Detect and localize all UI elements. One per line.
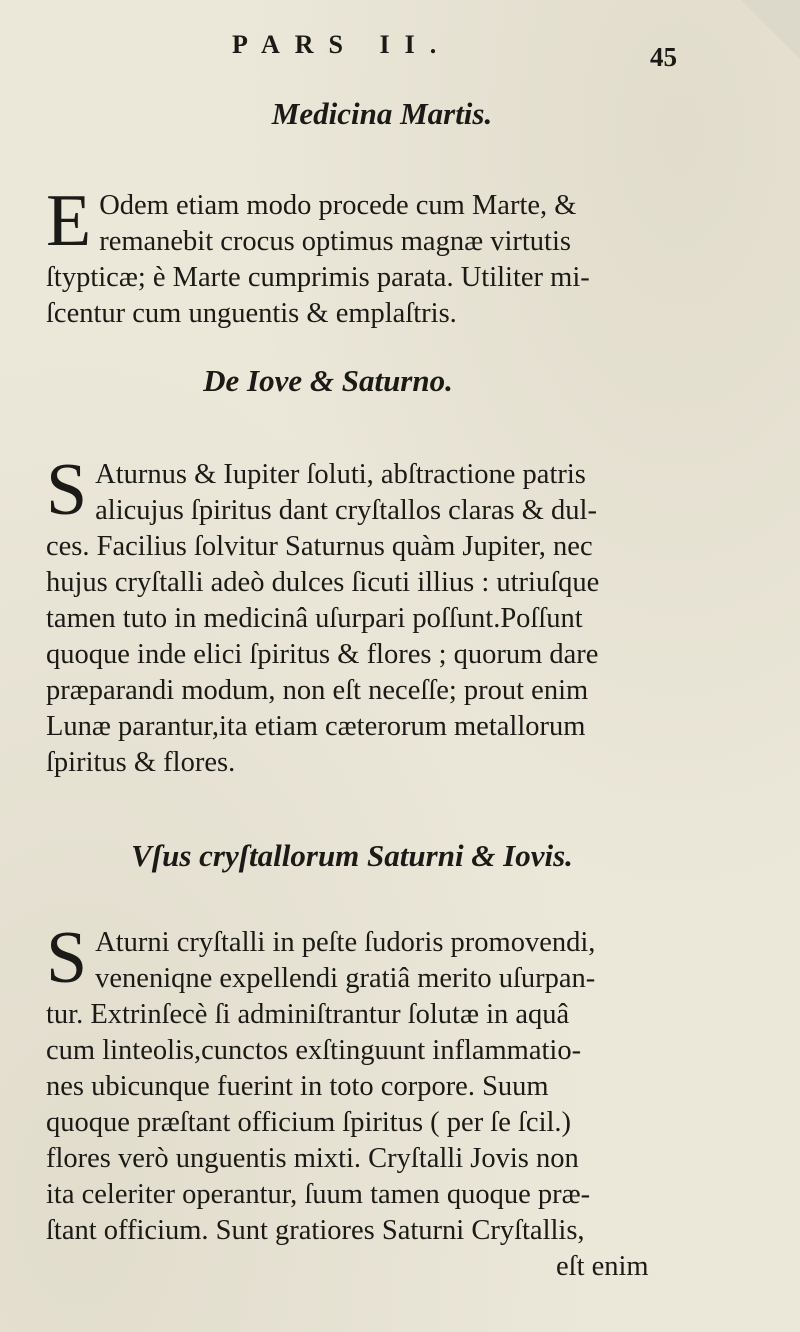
text-line: ſcentur cum unguentis & emplaſtris. <box>46 298 457 329</box>
drop-cap: S <box>46 449 88 531</box>
text-line: flores verò unguentis mixti. Cryſtalli Jovis non <box>46 1143 579 1174</box>
paragraph-de-iove-saturno <box>46 449 726 781</box>
text-line: tur. Extrinſecè ſi adminiſtrantur ſolutæ in aquâ <box>46 999 570 1030</box>
text-line: cum linteolis,cunctos exſtinguunt inflammatio- <box>46 1035 582 1066</box>
paragraph-usus-crystallorum <box>46 917 726 1285</box>
section-title-medicina-martis: Medicina Martis. <box>271 96 493 131</box>
text-line: hujus cryſtalli adeò dulces ſicuti illius : utriuſque <box>46 567 600 598</box>
text-line: Aturni cryſtalli in peſte ſudoris promovendi, <box>95 927 596 958</box>
text-line: remanebit crocus optimus magnæ virtutis <box>99 226 571 257</box>
text-line: alicujus ſpiritus dant cryſtallos claras & dul- <box>95 495 597 526</box>
section-title-de-iove-saturno: De Iove & Saturno. <box>203 363 453 398</box>
text-line: ita celeriter operantur, ſuum tamen quoque præ- <box>46 1179 591 1210</box>
text-line: Odem etiam modo procede cum Marte, & <box>99 190 577 221</box>
text-line: ces. Facilius ſolvitur Saturnus quàm Jupiter, nec <box>46 531 593 562</box>
running-head: PARS II. <box>232 30 452 59</box>
text-line: tamen tuto in medicinâ uſurpari poſſunt.Poſſunt <box>46 603 583 634</box>
text-line: quoque inde elici ſpiritus & flores ; quorum dare <box>46 639 599 670</box>
text-line: quoque præſtant officium ſpiritus ( per ſe ſcil.) <box>46 1107 572 1138</box>
drop-cap: S <box>46 917 88 999</box>
paragraph-medicina-martis <box>46 180 726 332</box>
text-line: ſtant officium. Sunt gratiores Saturni Cryſtallis, <box>46 1215 585 1246</box>
catchword: eſt enim <box>556 1251 649 1282</box>
text-line: præparandi modum, non eſt neceſſe; prout enim <box>46 675 589 706</box>
section-title-usus-crystallorum: Vſus cryſtallorum Saturni & Iovis. <box>131 838 573 873</box>
text-line: ſpiritus & flores. <box>46 747 236 778</box>
text-line: ſtypticæ; è Marte cumprimis parata. Utiliter mi- <box>46 262 590 293</box>
text-line: nes ubicunque fuerint in toto corpore. Suum <box>46 1071 549 1102</box>
page-number: 45 <box>650 42 677 72</box>
text-line: Aturnus & Iupiter ſoluti, abſtractione patris <box>95 459 586 490</box>
text-line: Lunæ parantur,ita etiam cæterorum metallorum <box>46 711 586 742</box>
text-line: veneniqne expellendi gratiâ merito uſurpan- <box>95 963 596 994</box>
drop-cap: E <box>46 180 92 262</box>
page-header <box>0 22 800 72</box>
